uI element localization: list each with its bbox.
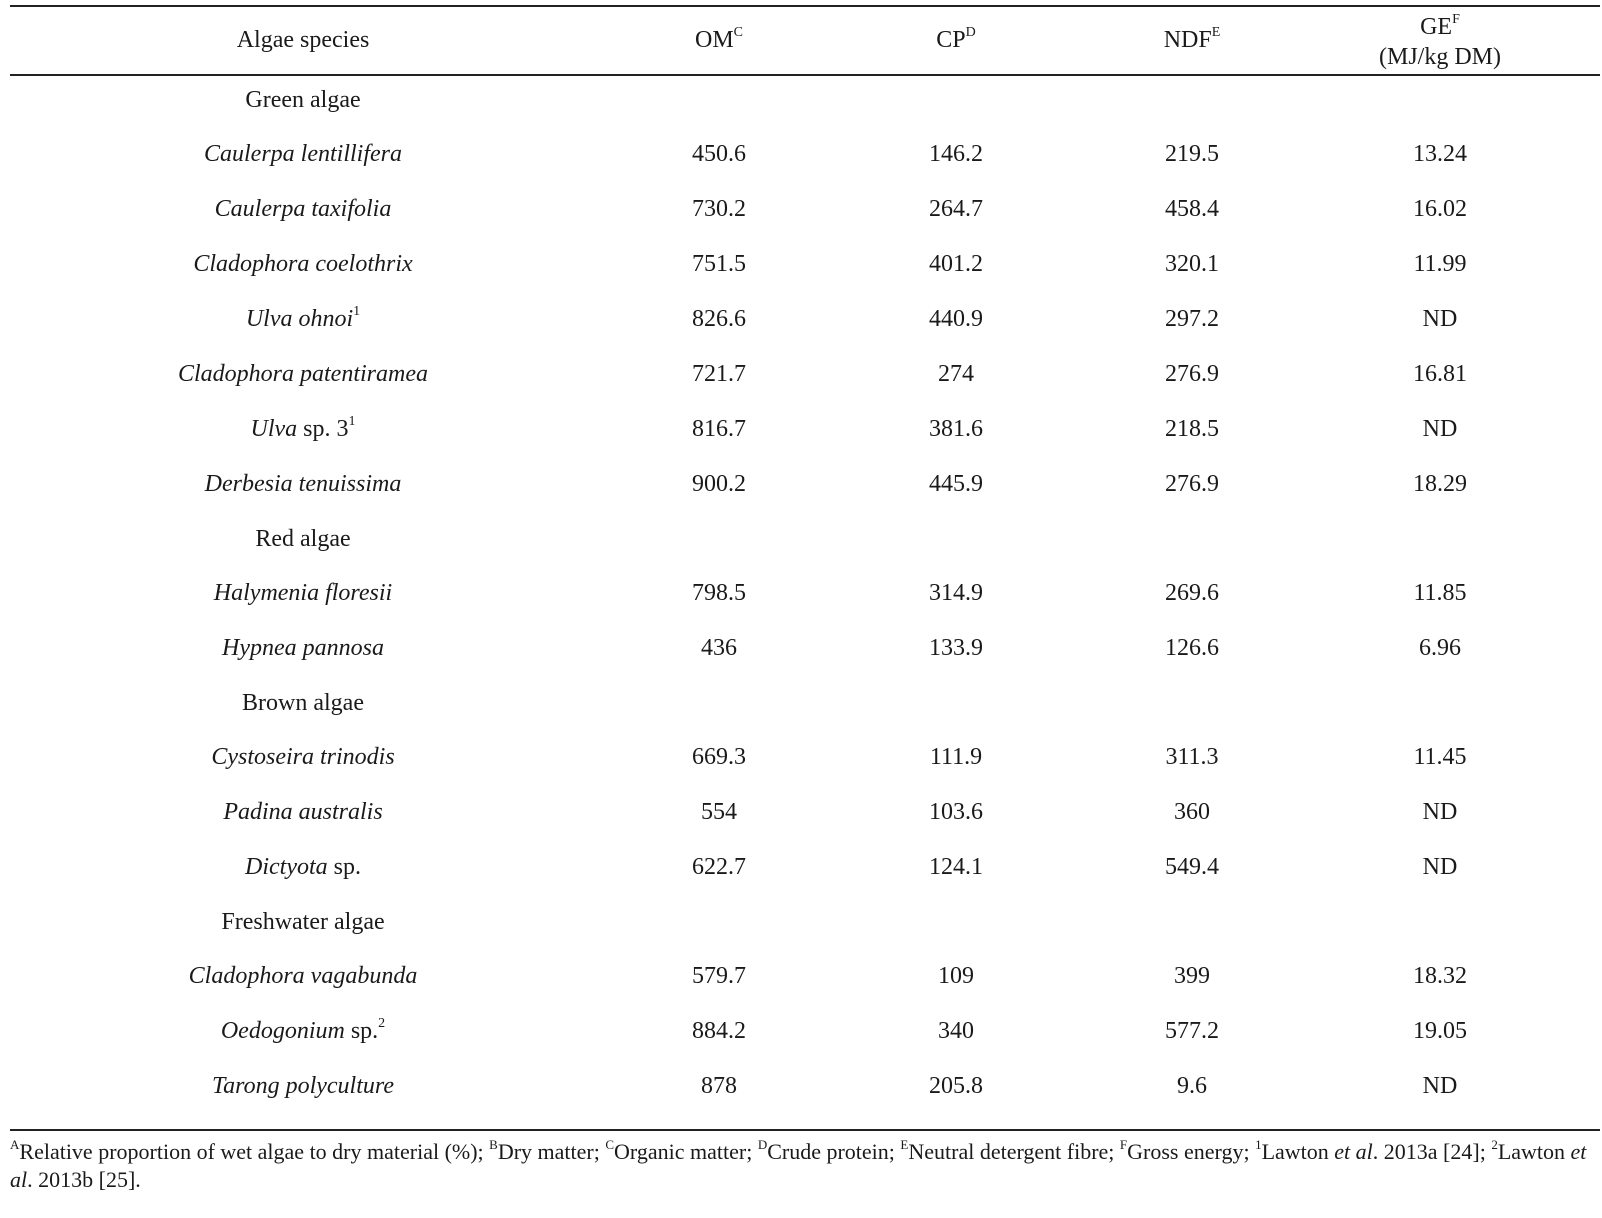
species-cell	[214, 579, 392, 607]
cp-cell: 274	[938, 361, 974, 387]
om-cell: 751.5	[692, 251, 746, 277]
species-cell	[246, 305, 360, 333]
om-cell: 730.2	[692, 196, 746, 222]
species-cell	[245, 853, 361, 881]
species-name: Ulva ohnoi	[245, 306, 354, 332]
cp-cell: 109	[938, 963, 974, 989]
species-cell	[204, 140, 402, 168]
ge-cell: ND	[1422, 799, 1458, 825]
om-cell: 884.2	[692, 1018, 746, 1044]
species-cell	[222, 634, 384, 662]
species-name: Cladophora coelothrix	[193, 251, 413, 277]
species-cell	[193, 250, 412, 278]
om-cell: 798.5	[692, 580, 746, 606]
species-name: Padina australis	[223, 799, 383, 825]
species-ref: 1	[348, 414, 356, 429]
cp-cell: 264.7	[929, 196, 983, 222]
cp-cell: 111.9	[929, 744, 983, 770]
species-suffix: sp.	[344, 1018, 379, 1044]
ndf-cell: 276.9	[1165, 361, 1219, 387]
species-name: Caulerpa lentillifera	[204, 141, 402, 167]
species-name: Cladophora vagabunda	[188, 963, 418, 989]
header-cp: $CP^D$	[936, 25, 976, 53]
species-cell	[215, 195, 392, 223]
om-cell: 826.6	[692, 306, 746, 332]
group-label: Red algae	[255, 526, 351, 552]
species-cell	[178, 360, 428, 388]
om-cell: 450.6	[692, 141, 746, 167]
species-name: Cystoseira trinodis	[211, 744, 395, 770]
ge-cell: 6.96	[1419, 635, 1461, 661]
top-rule	[10, 5, 1600, 7]
species-cell	[221, 1017, 385, 1045]
species-name: Tarong polyculture	[211, 1073, 395, 1099]
ge-cell: 11.45	[1413, 744, 1467, 770]
species-ref: 1	[353, 304, 361, 319]
ge-cell: 11.85	[1413, 580, 1467, 606]
header-species: Algae species	[236, 27, 370, 53]
ge-cell: 19.05	[1413, 1018, 1467, 1044]
ndf-cell: 360	[1174, 799, 1210, 825]
om-cell: 554	[701, 799, 737, 825]
ndf-cell: 9.6	[1177, 1073, 1207, 1099]
cp-cell: 314.9	[929, 580, 983, 606]
species-cell	[189, 962, 418, 990]
om-cell: 579.7	[692, 963, 746, 989]
cp-cell: 124.1	[929, 854, 983, 880]
ge-cell: 18.32	[1413, 963, 1467, 989]
footnote: $^A$Relative proportion of wet algae to dry material (%); $^B$Dry matter; $^C$Organic matter; $^D$Crude protein; $^E$Neutral detergent fibre; $^F$Gross energy; $^1$Lawton et al. 2013a [24]; $^2$Lawton et al. 2013b [25].	[10, 1136, 1587, 1192]
ge-cell: 13.24	[1413, 141, 1467, 167]
om-cell: 816.7	[692, 416, 746, 442]
ge-cell: ND	[1422, 306, 1458, 332]
ndf-cell: 458.4	[1165, 196, 1219, 222]
species-cell	[223, 798, 382, 826]
species-ref: 2	[378, 1016, 386, 1031]
ge-cell: ND	[1422, 416, 1458, 442]
ndf-cell: 311.3	[1165, 744, 1219, 770]
ndf-cell: 126.6	[1165, 635, 1219, 661]
ndf-cell: 218.5	[1165, 416, 1219, 442]
species-name: Hypnea pannosa	[222, 635, 384, 661]
ge-cell: 11.99	[1413, 251, 1467, 277]
cp-cell: 146.2	[929, 141, 983, 167]
ndf-cell: 297.2	[1165, 306, 1219, 332]
species-suffix: sp. 3	[297, 416, 349, 442]
cp-cell: 205.8	[929, 1073, 983, 1099]
ndf-cell: 276.9	[1165, 471, 1219, 497]
group-label: Brown algae	[242, 690, 364, 716]
om-cell: 878	[701, 1073, 737, 1099]
species-cell	[205, 470, 402, 498]
group-label: Freshwater algae	[221, 909, 385, 935]
species-name: Derbesia tenuissima	[204, 471, 402, 497]
species-cell	[212, 1072, 394, 1100]
ndf-cell: 269.6	[1165, 580, 1219, 606]
species-name: Oedogonium	[220, 1018, 345, 1044]
species-cell	[211, 743, 394, 771]
ndf-cell: 219.5	[1165, 141, 1219, 167]
om-cell: 900.2	[692, 471, 746, 497]
ndf-cell: 320.1	[1165, 251, 1219, 277]
header-rule	[10, 74, 1600, 76]
ge-cell: ND	[1422, 854, 1458, 880]
bottom-rule	[10, 1129, 1600, 1131]
header-om: $OM^C$	[694, 25, 744, 53]
om-cell: 669.3	[692, 744, 746, 770]
ndf-cell: 577.2	[1165, 1018, 1219, 1044]
ge-cell: 16.81	[1413, 361, 1467, 387]
cp-cell: 445.9	[929, 471, 983, 497]
cp-cell: 103.6	[929, 799, 983, 825]
cp-cell: 440.9	[929, 306, 983, 332]
ndf-cell: 399	[1174, 963, 1210, 989]
om-cell: 436	[701, 635, 737, 661]
cp-cell: 340	[938, 1018, 974, 1044]
cp-cell: 133.9	[929, 635, 983, 661]
ge-cell: 18.29	[1413, 471, 1467, 497]
species-name: Dictyota	[245, 854, 328, 880]
species-name: Ulva	[250, 416, 298, 442]
species-name: Caulerpa taxifolia	[214, 196, 392, 222]
ge-cell: ND	[1422, 1073, 1458, 1099]
om-cell: 622.7	[692, 854, 746, 880]
om-cell: 721.7	[692, 361, 746, 387]
species-cell	[251, 415, 356, 443]
header-ge: $GE^F$ (MJ/kg DM)	[1378, 12, 1502, 70]
species-name: Halymenia floresii	[213, 580, 393, 606]
cp-cell: 401.2	[929, 251, 983, 277]
ge-cell: 16.02	[1413, 196, 1467, 222]
cp-cell: 381.6	[929, 416, 983, 442]
species-name: Cladophora patentiramea	[178, 361, 428, 387]
header-ndf: $NDF^E$	[1163, 25, 1221, 53]
species-suffix: sp.	[327, 854, 361, 880]
ndf-cell: 549.4	[1165, 854, 1219, 880]
group-label: Green algae	[245, 87, 361, 113]
